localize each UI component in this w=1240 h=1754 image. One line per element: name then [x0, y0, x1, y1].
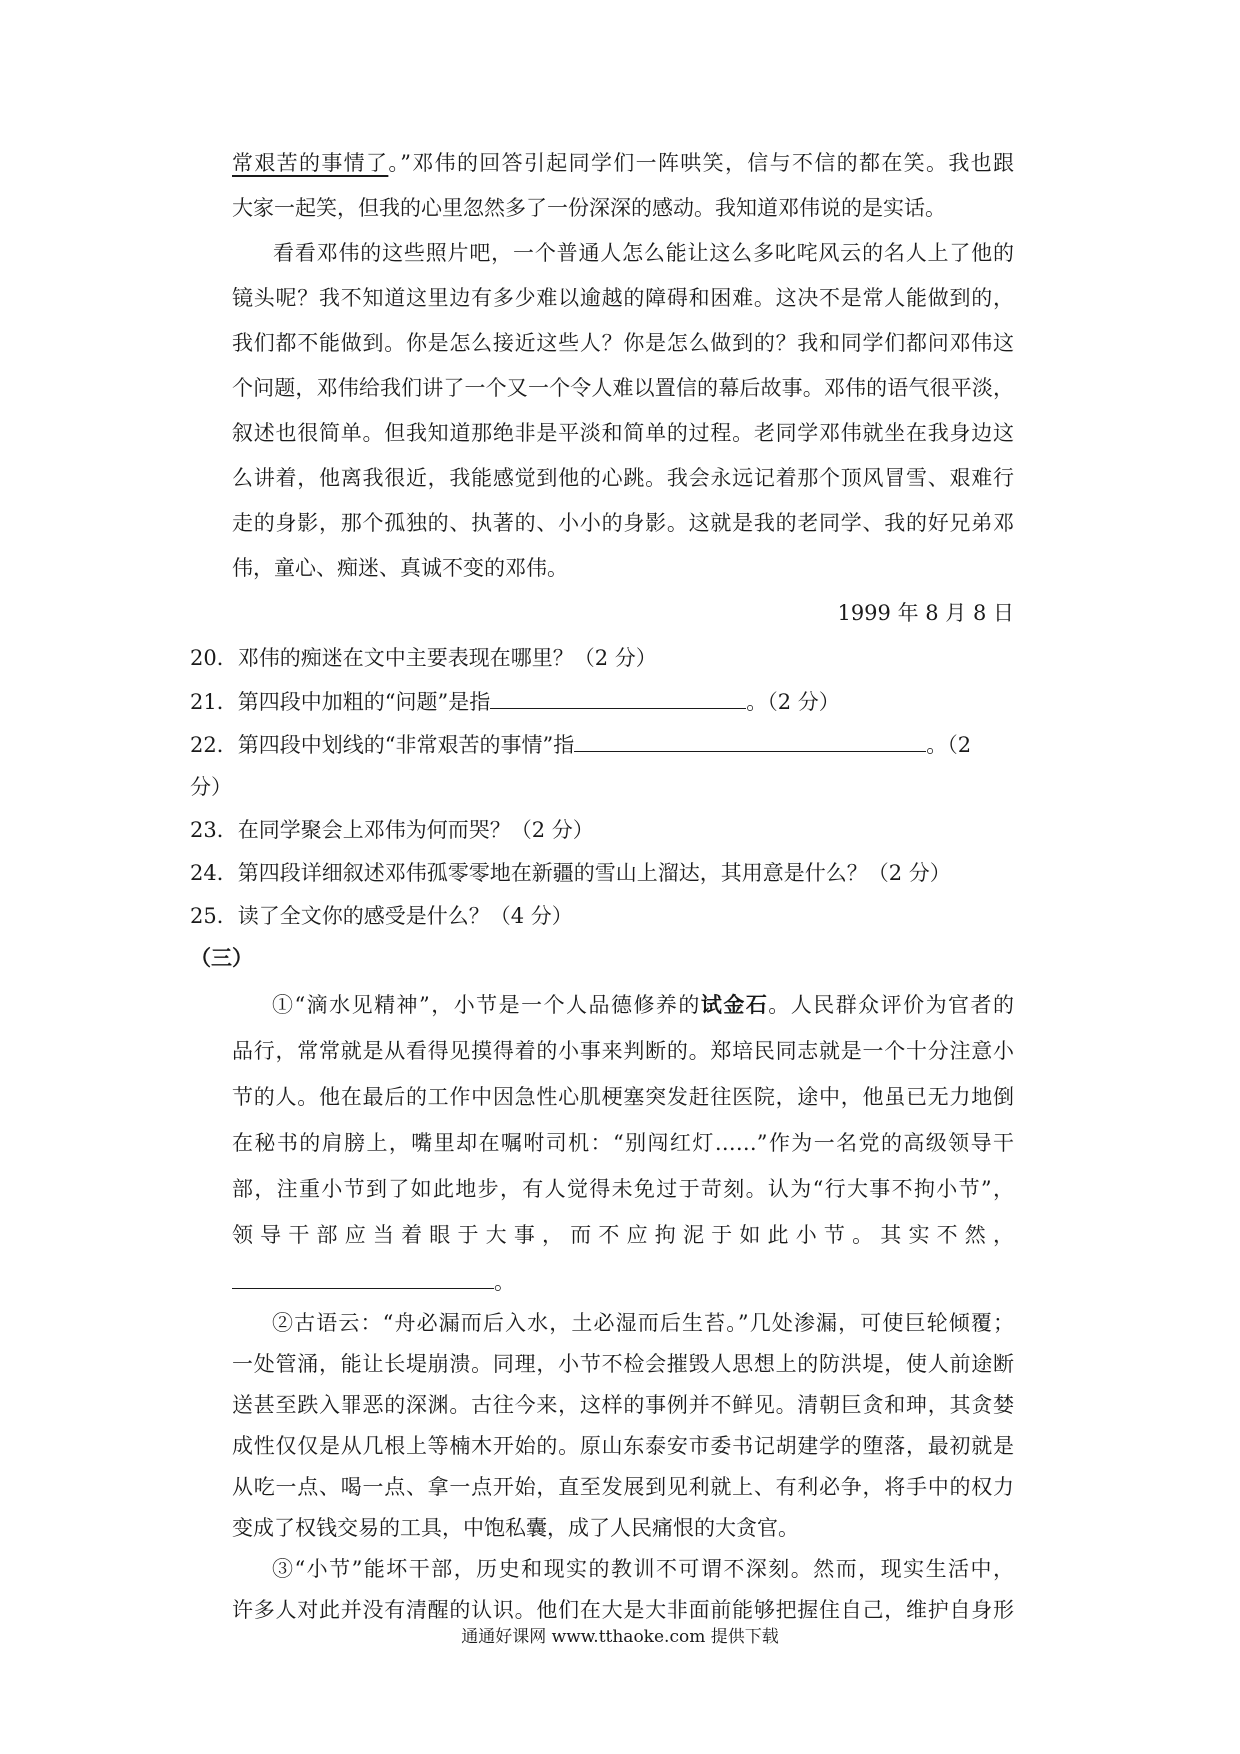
passage-line — [232, 148, 1014, 178]
passage-line: ③“小节”能坏干部，历史和现实的教训不可谓不深刻。然而，现实生活中， — [272, 1557, 1014, 1581]
passage-line: 伟，童心、痴迷、真诚不变的邓伟。 — [232, 556, 568, 580]
passage-line: 么讲着，他离我很近，我能感觉到他的心跳。我会永远记着那个顶风冒雪、艰难行 — [232, 466, 1014, 490]
question-22 — [190, 729, 971, 759]
section-heading: （三） — [190, 945, 253, 970]
passage-line: ②古语云：“舟必漏而后入水，土必湿而后生苔。”几处渗漏，可使巨轮倾覆； — [272, 1311, 1014, 1335]
passage-line: 成性仅仅是从几根上等楠木开始的。原山东泰安市委书记胡建学的堕落，最初就是 — [232, 1434, 1014, 1458]
passage-line: 许多人对此并没有清醒的认识。他们在大是大非面前能够把握住自己，维护自身形 — [232, 1598, 1014, 1622]
passage-line: 大家一起笑，但我的心里忽然多了一份深深的感动。我知道邓伟说的是实话。 — [232, 196, 946, 220]
question-text: 21．第四段中加粗的“问题”是指 — [190, 690, 491, 714]
passage-line: 一处管涌，能让长堤崩溃。同理，小节不检会摧毁人思想上的防洪堤，使人前途断 — [232, 1352, 1014, 1376]
question-22-continued: 分） — [190, 775, 232, 799]
passage-line: 在秘书的肩膀上，嘴里却在嘱咐司机：“别闯红灯……”作为一名党的高级领导干 — [232, 1131, 1014, 1155]
passage-line: 变成了权钱交易的工具，中饱私囊，成了人民痛恨的大贪官。 — [232, 1516, 799, 1540]
passage-line: 送甚至跌入罪恶的深渊。古往今来，这样的事例并不鲜见。清朝巨贪和珅，其贪婪 — [232, 1393, 1014, 1417]
passage-line: 走的身影，那个孤独的、执著的、小小的身影。这就是我的老同学、我的好兄弟邓 — [232, 511, 1014, 535]
bold-phrase: 试金石 — [700, 992, 769, 1017]
passage-line: 叙述也很简单。但我知道那绝非是平淡和简单的过程。老同学邓伟就坐在我身边这 — [232, 421, 1014, 445]
passage-line: 看看邓伟的这些照片吧，一个普通人怎么能让这么多叱咤风云的名人上了他的 — [273, 241, 1014, 265]
passage-line — [232, 1266, 515, 1296]
passage-line — [272, 990, 1014, 1020]
passage-text: 。人民群众评价为官者的 — [768, 993, 1014, 1017]
passage-line: 品行，常常就是从看得见摸得着的小事来判断的。郑培民同志就是一个十分注意小 — [232, 1039, 1014, 1063]
answer-blank[interactable] — [574, 729, 926, 752]
passage-line: 领导干部应当着眼于大事，而不应拘泥于如此小节。其实不然， — [232, 1223, 1014, 1247]
answer-blank[interactable] — [490, 686, 746, 709]
page-footer: 通通好课网 www.tthaoke.com 提供下载 — [461, 1627, 779, 1647]
answer-blank[interactable] — [232, 1266, 494, 1289]
question-points: 。（2 — [926, 733, 972, 757]
question-25: 25．读了全文你的感受是什么？（4 分） — [190, 904, 573, 928]
question-21 — [190, 686, 840, 716]
passage-line: 镜头呢？我不知道这里边有多少难以逾越的障碍和困难。这决不是常人能做到的， — [232, 286, 1014, 310]
question-20: 20．邓伟的痴迷在文中主要表现在哪里？（2 分） — [190, 646, 657, 670]
passage-line: 从吃一点、喝一点、拿一点开始，直至发展到见利就上、有利必争，将手中的权力 — [232, 1475, 1014, 1499]
passage-text: 。”邓伟的回答引起同学们一阵哄笑，信与不信的都在笑。我也跟 — [388, 151, 1015, 175]
passage-line: 个问题，邓伟给我们讲了一个又一个令人难以置信的幕后故事。邓伟的语气很平淡， — [232, 376, 1014, 400]
passage-text: 。 — [494, 1270, 515, 1294]
passage-text: ①“滴水见精神”，小节是一个人品德修养的 — [272, 993, 701, 1017]
passage-line: 节的人。他在最后的工作中因急性心肌梗塞突发赶往医院，途中，他虽已无力地倒 — [232, 1085, 1014, 1109]
underlined-phrase: 常艰苦的事情了 — [232, 151, 389, 175]
question-text: 22．第四段中划线的“非常艰苦的事情”指 — [190, 733, 575, 757]
passage-line: 部，注重小节到了如此地步，有人觉得未免过于苛刻。认为“行大事不拘小节”， — [232, 1177, 1014, 1201]
question-24: 24．第四段详细叙述邓伟孤零零地在新疆的雪山上溜达，其用意是什么？（2 分） — [190, 861, 951, 885]
question-23: 23．在同学聚会上邓伟为何而哭？（2 分） — [190, 818, 594, 842]
passage-line: 我们都不能做到。你是怎么接近这些人？你是怎么做到的？我和同学们都问邓伟这 — [232, 331, 1014, 355]
question-points: 。（2 分） — [746, 690, 840, 714]
passage-date: 1999 年 8 月 8 日 — [837, 601, 1014, 625]
